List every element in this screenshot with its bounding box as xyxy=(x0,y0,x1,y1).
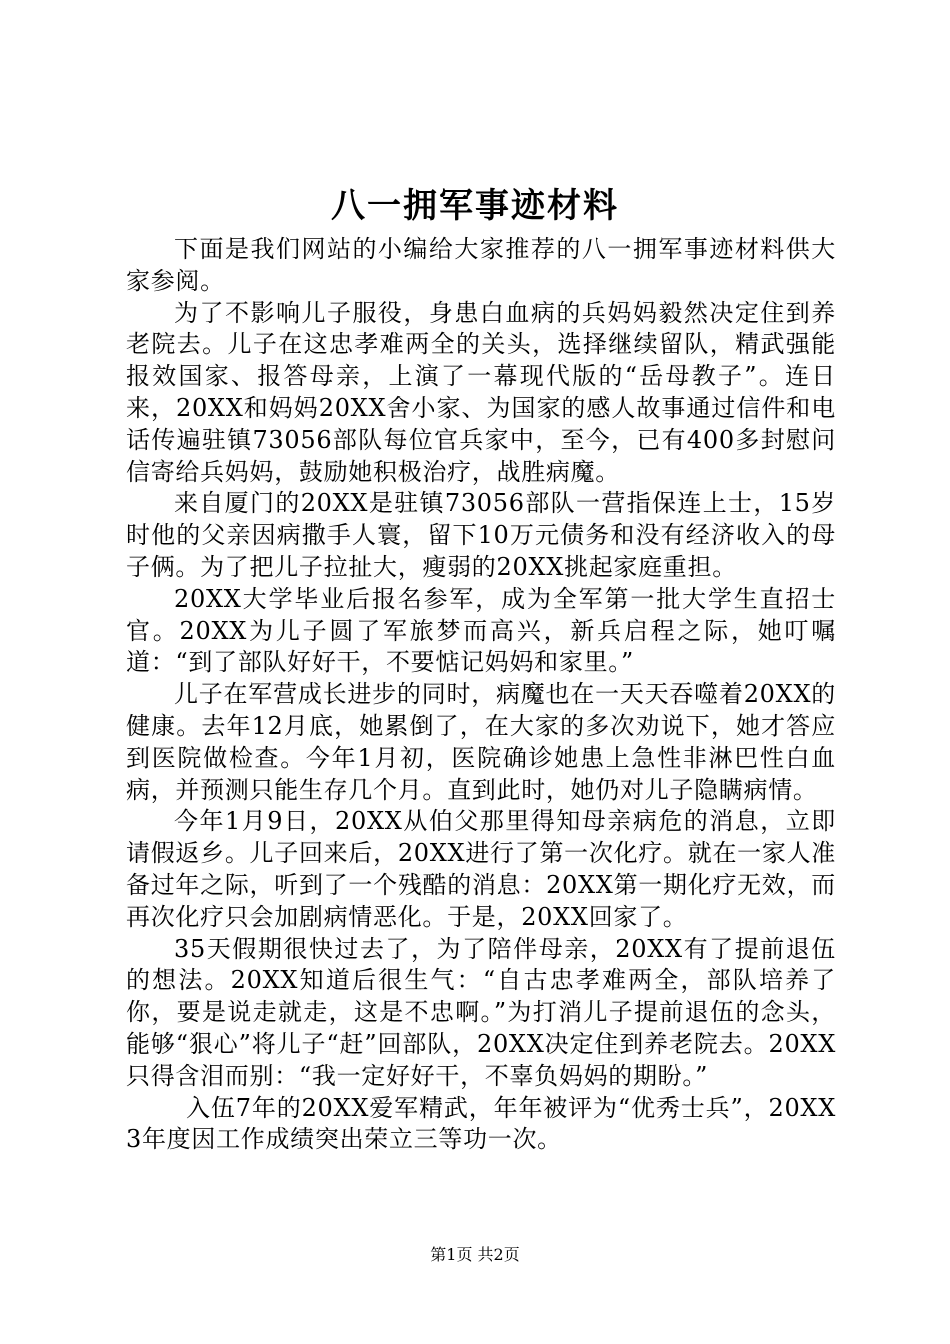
paragraph-3: 20XX大学毕业后报名参军，成为全军第一批大学生直招士官。20XX为儿子圆了军旅梦而高兴，新兵启程之际，她叮嘱道：“到了部队好好干，不要惦记妈妈和家里。” xyxy=(126,584,836,677)
paragraph-4: 儿子在军营成长进步的同时，病魔也在一天天吞噬着20XX的健康。去年12月底，她累倒了，在大家的多次劝说下，她才答应到医院做检查。今年1月初，医院确诊她患上急性非淋巴性白血病，并预测只能生存几个月。直到此时，她仍对儿子隐瞒病情。 xyxy=(126,680,836,804)
paragraph-1: 为了不影响儿子服役，身患白血病的兵妈妈毅然决定住到养老院去。儿子在这忠孝难两全的关头，选择继续留队，精武强能报效国家、报答母亲，上演了一幕现代版的“岳母教子”。连日来，20XX和妈妈20XX舍小家、为国家的感人故事通过信件和电话传遍驻镇73056部队每位官兵家中，至今，已有400多封慰问信寄给兵妈妈，鼓励她积极治疗，战胜病魔。 xyxy=(126,298,836,486)
page-footer: 第1页 共2页 xyxy=(430,1245,520,1264)
paragraph-2: 来自厦门的20XX是驻镇73056部队一营指保连上士，15岁时他的父亲因病撒手人寰，留下10万元债务和没有经济收入的母子俩。为了把儿子拉扯大，瘦弱的20XX挑起家庭重担。 xyxy=(126,489,836,581)
document-title: 八一拥军事迹材料 xyxy=(331,186,619,226)
paragraph-intro: 下面是我们网站的小编给大家推荐的八一拥军事迹材料供大家参阅。 xyxy=(126,235,836,295)
paragraph-6: 35天假期很快过去了，为了陪伴母亲，20XX有了提前退伍的想法。20XX知道后很生气：“自古忠孝难两全，部队培养了你，要是说走就走，这是不忠啊。”为打消儿子提前退伍的念头，能够“狠心”将儿子“赶”回部队，20XX决定住到养老院去。20XX只得含泪而别：“我一定好好干，不辜负妈妈的期盼。” xyxy=(126,934,836,1090)
paragraph-7: 入伍7年的20XX爱军精武，年年被评为“优秀士兵”，20XX3年度因工作成绩突出荣立三等功一次。 xyxy=(126,1093,836,1154)
paragraph-5: 今年1月9日，20XX从伯父那里得知母亲病危的消息，立即请假返乡。儿子回来后，20XX进行了第一次化疗。就在一家人准备过年之际，听到了一个残酷的消息：20XX第一期化疗无效，而再次化疗只会加剧病情恶化。于是，20XX回家了。 xyxy=(126,807,836,931)
document-body xyxy=(126,234,836,1156)
